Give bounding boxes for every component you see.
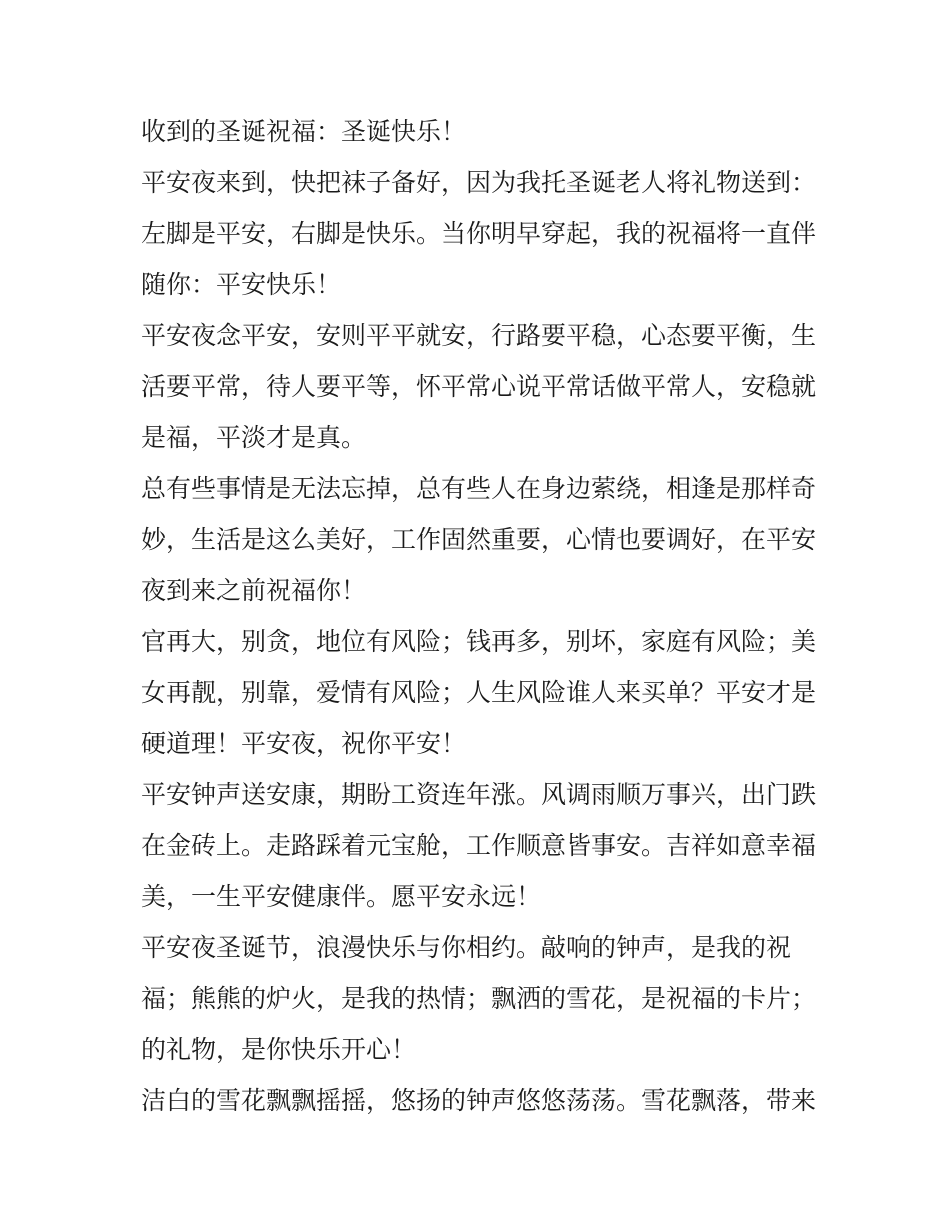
text-line: 是福，平淡才是真。 — [141, 423, 367, 452]
text-line: 夜到来之前祝福你！ — [141, 576, 367, 605]
text-line: 平安夜圣诞节，浪漫快乐与你相约。敲响的钟声，是我的祝 — [141, 933, 792, 962]
document-body — [141, 106, 821, 1126]
text-line: 平安夜来到，快把袜子备好，因为我托圣诞老人将礼物送到： — [141, 168, 817, 197]
text-line: 活要平常，待人要平等，怀平常心说平常话做平常人，安稳就 — [141, 372, 817, 401]
text-line: 硬道理！平安夜，祝你平安！ — [141, 729, 467, 758]
text-line: 女再靓，别靠，爱情有风险；人生风险谁人来买单？平安才是 — [141, 678, 817, 707]
text-line: 妙，生活是这么美好，工作固然重要，心情也要调好，在平安 — [141, 525, 817, 554]
text-line: 福；熊熊的炉火，是我的热情；飘洒的雪花，是祝福的卡片； — [141, 984, 817, 1013]
text-line: 官再大，别贪，地位有风险；钱再多，别坏，家庭有风险；美 — [141, 627, 817, 656]
text-line: 收到的圣诞祝福：圣诞快乐！ — [141, 117, 467, 146]
text-line: 洁白的雪花飘飘摇摇，悠扬的钟声悠悠荡荡。雪花飘落，带来 — [141, 1086, 817, 1115]
text-line: 平安夜念平安，安则平平就安，行路要平稳，心态要平衡，生 — [141, 321, 817, 350]
text-line: 随你：平安快乐！ — [141, 270, 342, 299]
text-line: 在金砖上。走路踩着元宝舱，工作顺意皆事安。吉祥如意幸福 — [141, 831, 817, 860]
text-line: 总有些事情是无法忘掉，总有些人在身边萦绕，相逢是那样奇 — [141, 474, 817, 503]
text-line: 的礼物，是你快乐开心！ — [141, 1035, 417, 1064]
text-line: 平安钟声送安康，期盼工资连年涨。风调雨顺万事兴，出门跌 — [141, 780, 817, 809]
text-line: 左脚是平安，右脚是快乐。当你明早穿起，我的祝福将一直伴 — [141, 219, 817, 248]
text-line: 美，一生平安健康伴。愿平安永远！ — [141, 882, 542, 911]
